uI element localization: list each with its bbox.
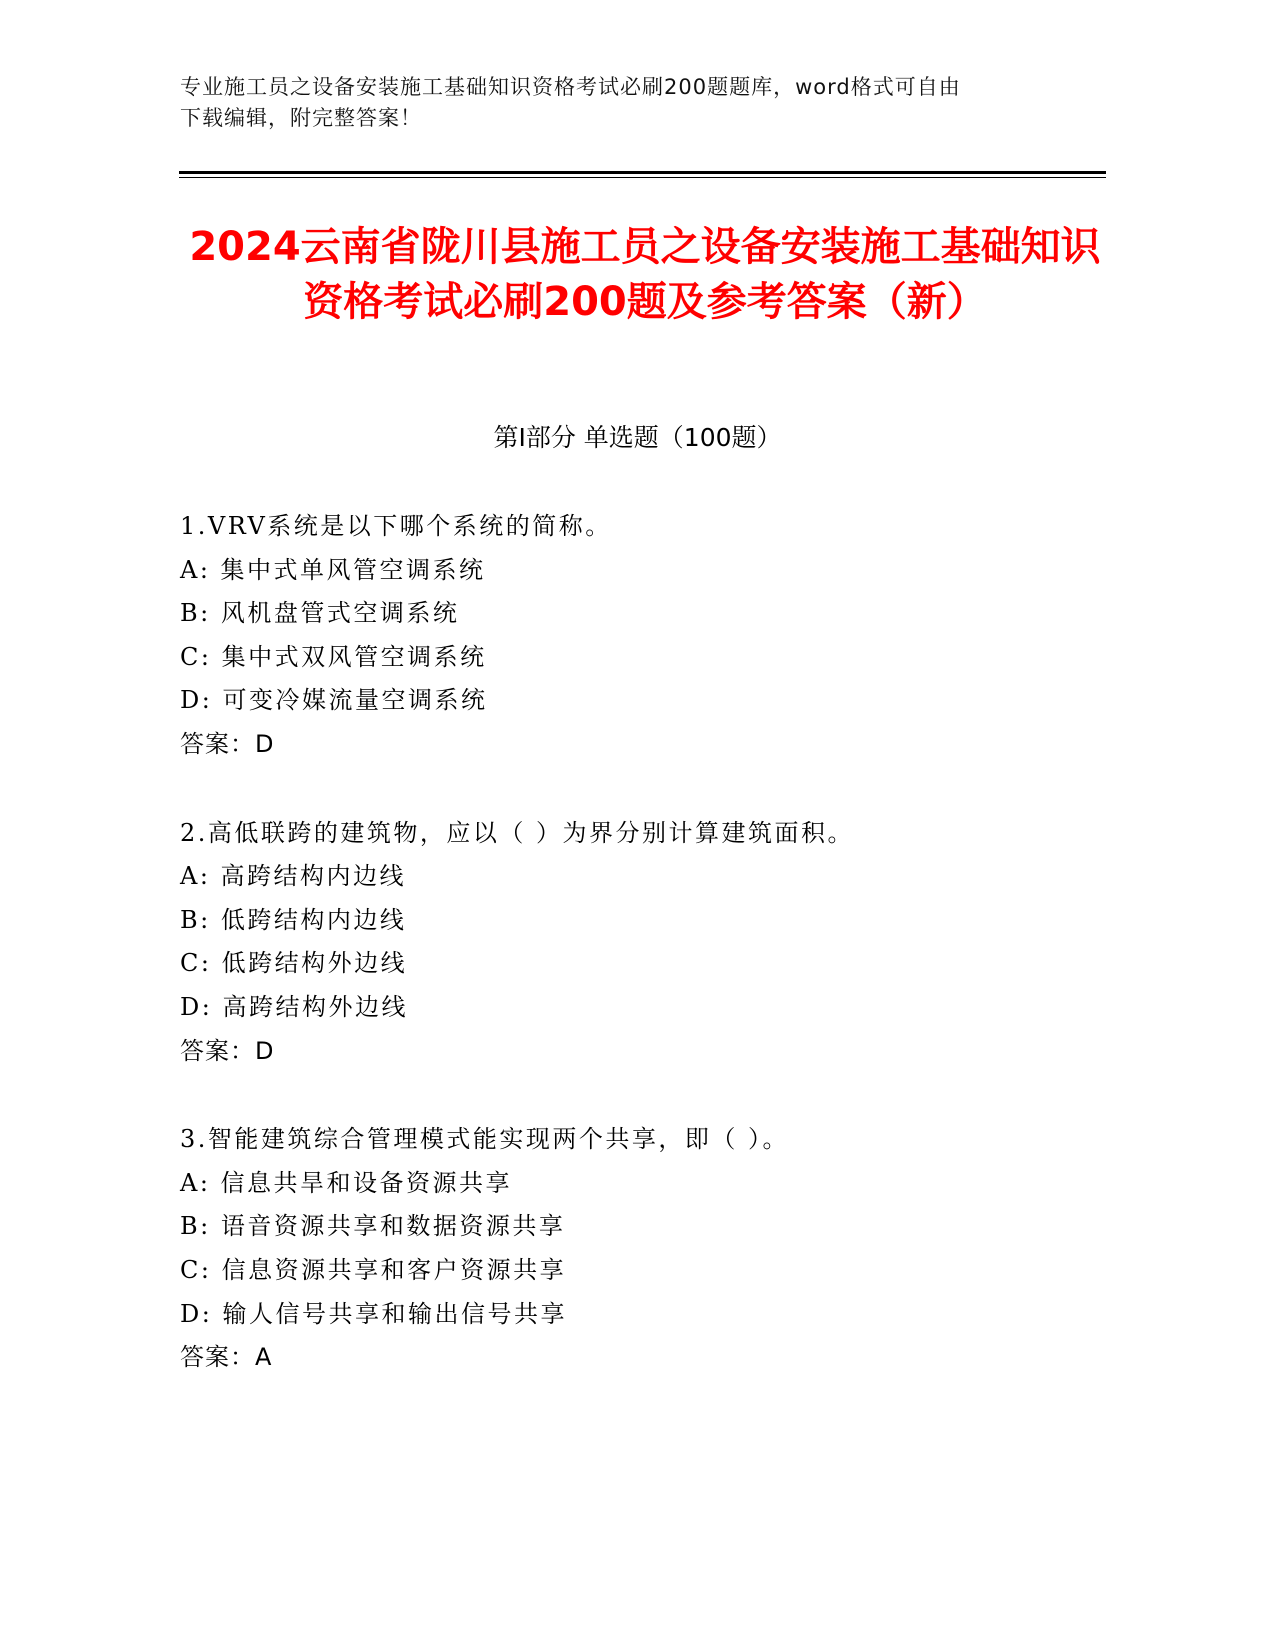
question-stem: 3.智能建筑综合管理模式能实现两个共享，即（ ）。 <box>180 1125 790 1154</box>
option-d: D: 输人信号共享和输出信号共享 <box>180 1299 567 1328</box>
question-list <box>180 505 1110 1425</box>
document-title: 2024云南省陇川县施工员之设备安装施工基础知识资格考试必刷200题及参考答案（新） <box>189 224 1101 325</box>
option-c: C: 集中式双风管空调系统 <box>180 642 487 671</box>
option-a: A: 高跨结构内边线 <box>180 862 407 891</box>
header-note: 专业施工员之设备安装施工基础知识资格考试必刷200题题库，word格式可自由 下载编辑，附完整答案！ <box>180 75 961 130</box>
option-a: A: 集中式单风管空调系统 <box>180 555 486 584</box>
question-stem: 2.高低联跨的建筑物，应以（ ）为界分别计算建筑面积。 <box>180 818 855 847</box>
option-a: A: 信息共旱和设备资源共享 <box>180 1168 513 1197</box>
header-divider-thick <box>179 171 1106 174</box>
question-3 <box>180 1118 1110 1380</box>
header-divider-thin <box>179 177 1106 178</box>
option-d: D: 高跨结构外边线 <box>180 992 408 1021</box>
question-1 <box>180 505 1110 767</box>
option-c: C: 信息资源共享和客户资源共享 <box>180 1255 567 1284</box>
part-heading: 第Ⅰ部分 单选题（100题） <box>493 423 782 452</box>
option-d: D: 可变冷媒流量空调系统 <box>180 686 488 715</box>
option-b: B: 低跨结构内边线 <box>180 905 407 934</box>
option-c: C: 低跨结构外边线 <box>180 949 408 978</box>
answer: 答案：A <box>180 1343 273 1372</box>
answer: 答案：D <box>180 1036 275 1065</box>
question-stem: 1.VRV系统是以下哪个系统的简称。 <box>180 512 612 540</box>
answer: 答案：D <box>180 729 275 758</box>
question-2 <box>180 812 1110 1074</box>
option-b: B: 语音资源共享和数据资源共享 <box>180 1212 566 1241</box>
option-b: B: 风机盘管式空调系统 <box>180 599 460 628</box>
